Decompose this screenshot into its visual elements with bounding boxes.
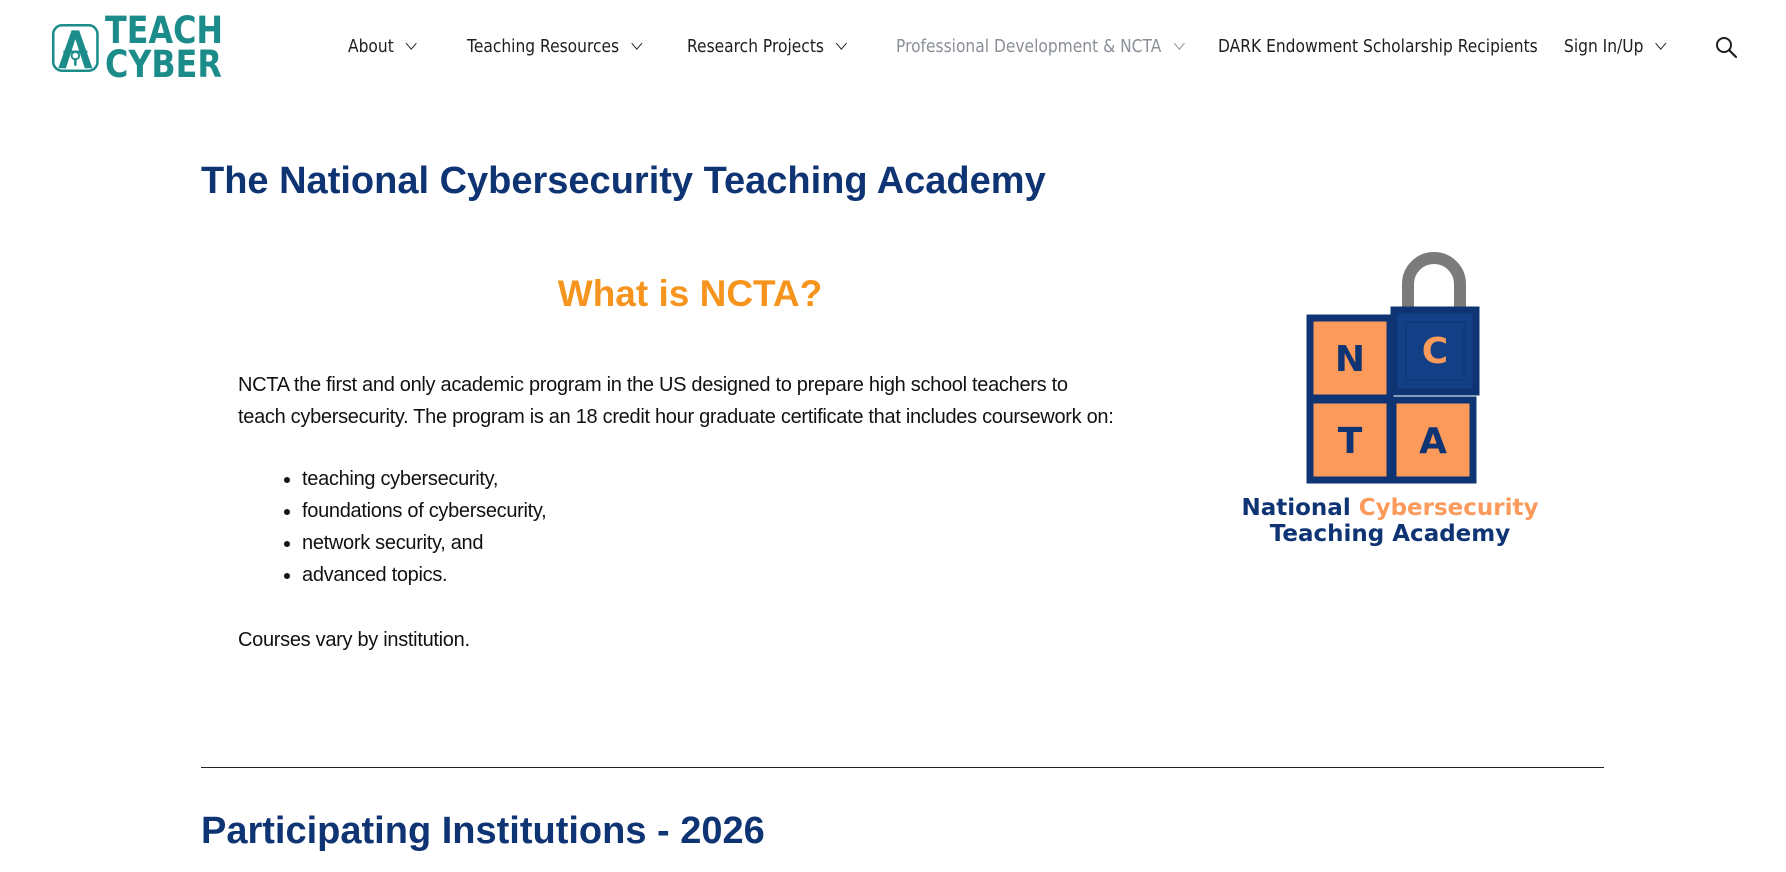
nav-item-label: About (348, 36, 394, 57)
section-divider (201, 767, 1604, 768)
nav-item-professional-development[interactable] (896, 36, 1183, 57)
nav-item-sign-in-up[interactable] (1564, 36, 1665, 57)
intro-paragraph: NCTA the first and only academic program in the US designed to prepare high school teachers to teach cybersecurity. The program is an 18 credit hour graduate certificate that includes coursework on: (238, 374, 1114, 428)
chevron-down-icon (1656, 37, 1667, 50)
ncta-letter-a: A (1419, 421, 1447, 462)
main-navigation (0, 0, 1786, 96)
nav-item-about[interactable] (348, 36, 415, 57)
nav-item-label: Sign In/Up (1564, 36, 1644, 57)
chevron-down-icon (836, 37, 847, 50)
ncta-caption-line-2: Teaching Academy (1269, 521, 1511, 547)
page-title: The National Cybersecurity Teaching Academy (201, 160, 1046, 202)
list-item: • foundations of cybersecurity, (302, 495, 546, 527)
list-item: • teaching cybersecurity, (302, 463, 546, 495)
site-header (0, 0, 1786, 96)
nav-item-label: DARK Endowment Scholarship Recipients (1218, 36, 1538, 57)
nav-item-label: Teaching Resources (467, 36, 620, 57)
ncta-caption-line-1 (1241, 495, 1538, 521)
section-title-what-is-ncta: What is NCTA? (557, 273, 823, 314)
list-item: • advanced topics. (302, 559, 546, 591)
list-item: • network security, and (302, 527, 546, 559)
ncta-letter-t: T (1337, 421, 1363, 462)
search-icon[interactable] (1714, 35, 1738, 59)
topics-list (238, 463, 546, 591)
courses-note: Courses vary by institution. (238, 629, 470, 651)
nav-item-dark-endowment[interactable] (1218, 36, 1538, 57)
logo-line-2: CYBER (104, 43, 222, 86)
chevron-down-icon (406, 37, 417, 50)
chevron-down-icon (631, 37, 642, 50)
nav-item-teaching-resources[interactable] (467, 36, 641, 57)
ncta-caption-word-cybersecurity: Cybersecurity (1358, 495, 1539, 521)
logo-line-1: TEACH (104, 9, 223, 52)
ncta-letter-c: C (1421, 331, 1449, 372)
chevron-down-icon (1173, 37, 1184, 50)
participating-institutions-title: Participating Institutions - 2026 (201, 810, 765, 852)
ncta-logo (1240, 244, 1540, 549)
ncta-caption-word-national: National (1241, 495, 1351, 521)
nav-item-label: Professional Development & NCTA (896, 36, 1162, 57)
nav-item-label: Research Projects (687, 36, 824, 57)
ncta-letter-n: N (1334, 339, 1366, 380)
nav-item-research-projects[interactable] (687, 36, 845, 57)
